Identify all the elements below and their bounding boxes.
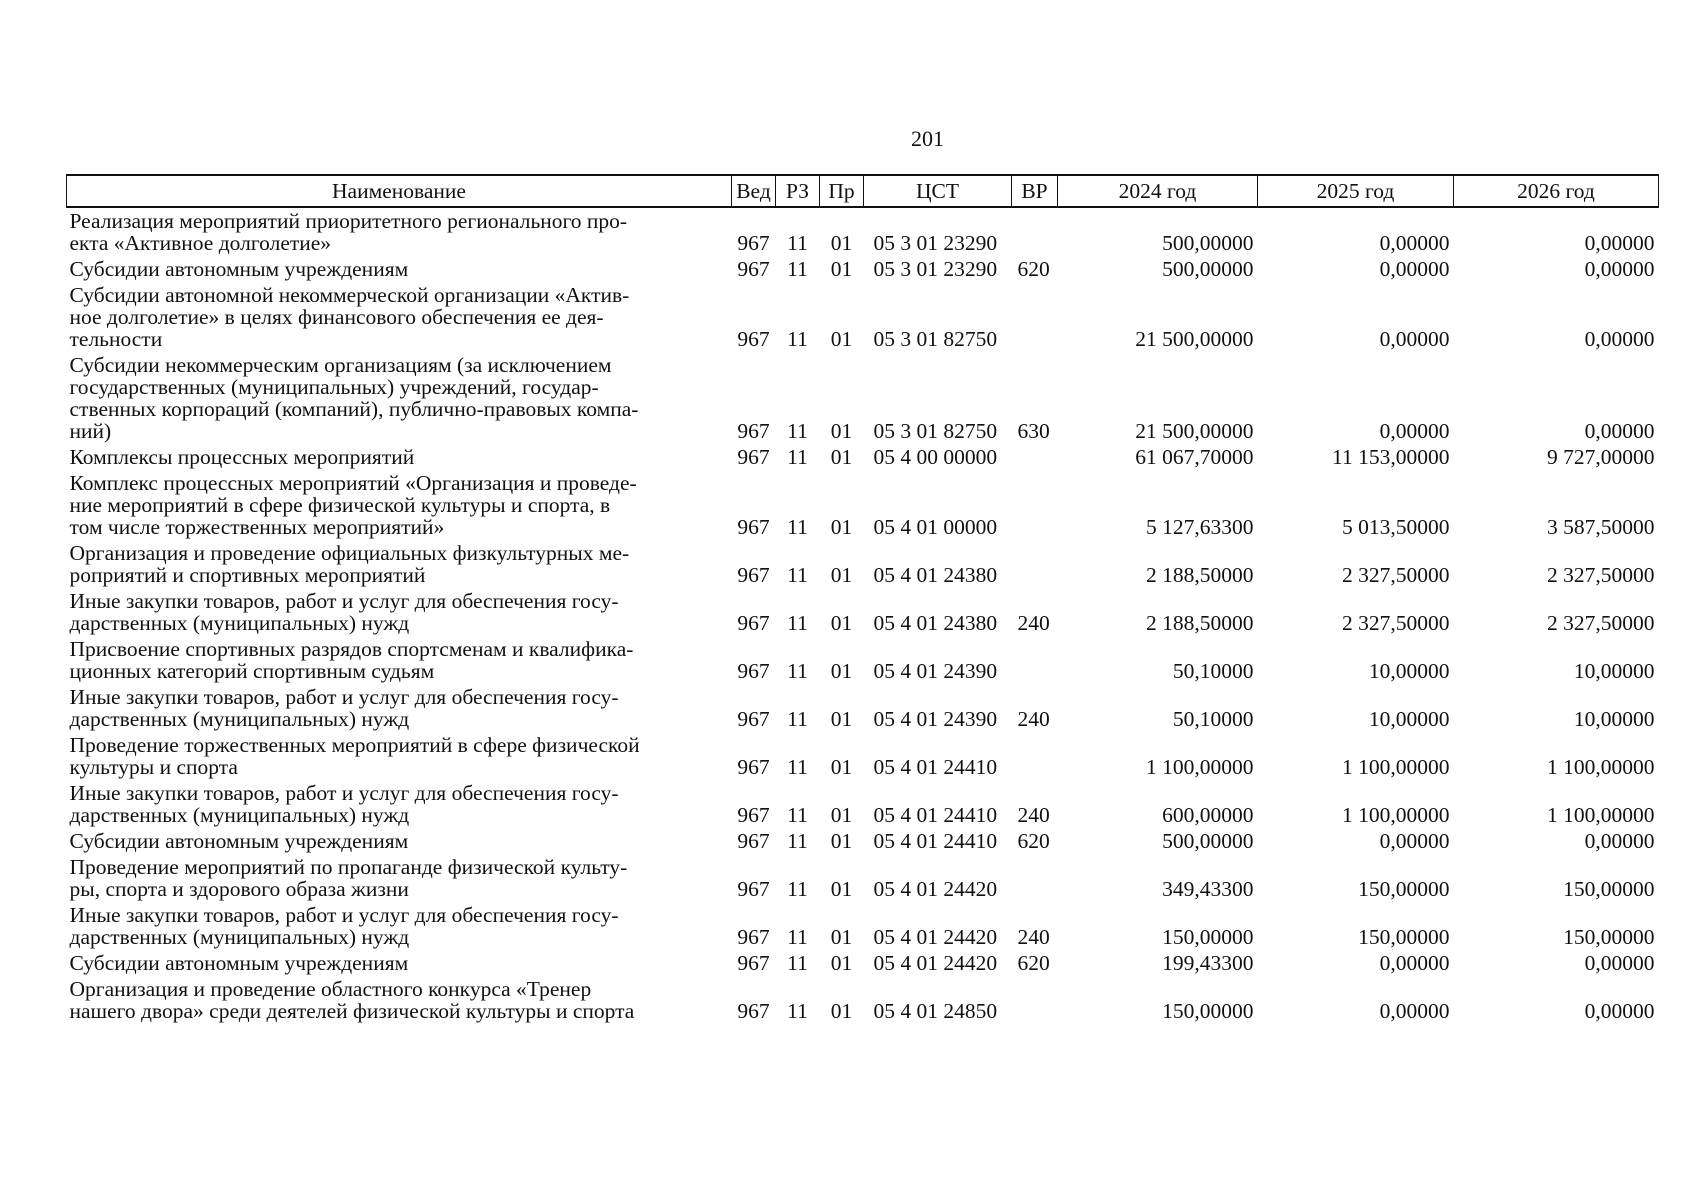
cell-2024: 150,00000 — [1162, 925, 1254, 949]
cell-2025: 0,00000 — [1379, 231, 1450, 255]
name-line: ционных категорий спортивным судьям — [69, 659, 435, 683]
cell-rz: 11 — [787, 999, 808, 1023]
cell-name — [67, 732, 732, 780]
cell-2024: 600,00000 — [1162, 803, 1254, 827]
table-row — [67, 828, 1659, 854]
table-row — [67, 352, 1659, 444]
cell-ved: 967 — [737, 925, 770, 949]
name-line: дарственных (муниципальных) нужд — [69, 925, 410, 949]
cell-ved: 967 — [737, 755, 770, 779]
cell-2025: 10,00000 — [1368, 707, 1450, 731]
cell-2026: 2 327,50000 — [1547, 611, 1655, 635]
cell-2024: 150,00000 — [1162, 999, 1254, 1023]
cell-2025: 0,00000 — [1379, 327, 1450, 351]
cell-rz: 11 — [787, 445, 808, 469]
cell-2026: 0,00000 — [1584, 951, 1655, 975]
cell-ved: 967 — [737, 951, 770, 975]
cell-2025: 1 100,00000 — [1342, 755, 1450, 779]
cell-2026: 2 327,50000 — [1547, 563, 1655, 587]
cell-2024: 21 500,00000 — [1135, 327, 1254, 351]
cell-2025: 0,00000 — [1379, 257, 1450, 281]
cell-vr — [1012, 976, 1058, 1024]
cell-pr: 01 — [830, 829, 853, 853]
cell-cst: 05 4 01 24420 — [873, 877, 998, 901]
cell-2026: 0,00000 — [1584, 257, 1655, 281]
cell-rz: 11 — [787, 327, 808, 351]
cell-2024: 21 500,00000 — [1135, 419, 1254, 443]
cell-pr: 01 — [830, 563, 853, 587]
cell-vr: 620 — [1017, 951, 1050, 975]
name-line: Комплексы процессных мероприятий — [69, 445, 415, 469]
cell-name — [67, 352, 732, 444]
cell-2025: 2 327,50000 — [1342, 611, 1450, 635]
name-line: Субсидии автономным учреждениям — [69, 829, 409, 853]
table-row — [67, 444, 1659, 470]
name-line: Организация и проведение областного конкурса «Тренер — [69, 977, 592, 1001]
cell-2024: 500,00000 — [1162, 829, 1254, 853]
cell-ved: 967 — [737, 563, 770, 587]
cell-rz: 11 — [787, 803, 808, 827]
cell-name — [67, 780, 732, 828]
cell-name — [67, 470, 732, 540]
cell-cst: 05 4 01 00000 — [873, 515, 998, 539]
cell-2025: 0,00000 — [1379, 999, 1450, 1023]
cell-cst: 05 3 01 23290 — [873, 257, 998, 281]
column-header-2025: 2025 год — [1258, 175, 1454, 207]
cell-2025: 10,00000 — [1368, 659, 1450, 683]
name-line: ний) — [69, 419, 112, 443]
cell-name — [67, 588, 732, 636]
cell-rz: 11 — [787, 257, 808, 281]
name-line: Субсидии автономным учреждениям — [69, 257, 409, 281]
cell-name — [67, 828, 732, 854]
cell-ved: 967 — [737, 231, 770, 255]
name-line: дарственных (муниципальных) нужд — [69, 611, 410, 635]
cell-rz: 11 — [787, 563, 808, 587]
table-row — [67, 207, 1659, 256]
cell-2024: 61 067,70000 — [1135, 445, 1254, 469]
cell-2025: 0,00000 — [1379, 951, 1450, 975]
table-row — [67, 854, 1659, 902]
cell-2025: 150,00000 — [1358, 877, 1450, 901]
cell-2024: 5 127,63300 — [1146, 515, 1254, 539]
cell-2026: 10,00000 — [1573, 707, 1655, 731]
page-number: 201 — [911, 126, 944, 151]
table-row — [67, 950, 1659, 976]
cell-name — [67, 540, 732, 588]
cell-rz: 11 — [787, 611, 808, 635]
cell-pr: 01 — [830, 515, 853, 539]
column-header-name: Наименование — [67, 175, 732, 207]
cell-cst: 05 4 00 00000 — [873, 445, 998, 469]
cell-ved: 967 — [737, 257, 770, 281]
table-row — [67, 282, 1659, 352]
name-line: Субсидии автономной некоммерческой организации «Актив- — [69, 283, 630, 307]
name-line: Проведение торжественных мероприятий в сфере физической — [69, 733, 640, 757]
cell-pr: 01 — [830, 999, 853, 1023]
cell-2025: 150,00000 — [1358, 925, 1450, 949]
cell-2025: 1 100,00000 — [1342, 803, 1450, 827]
table-body — [67, 207, 1659, 1024]
cell-2026: 0,00000 — [1584, 829, 1655, 853]
cell-cst: 05 4 01 24410 — [873, 829, 998, 853]
column-header-vr: ВР — [1012, 175, 1058, 207]
cell-pr: 01 — [830, 445, 853, 469]
cell-ved: 967 — [737, 999, 770, 1023]
name-line: ное долголетие» в целях финансового обеспечения ее дея- — [69, 305, 604, 329]
cell-rz: 11 — [787, 829, 808, 853]
cell-2026: 0,00000 — [1584, 327, 1655, 351]
table-row — [67, 732, 1659, 780]
cell-vr — [1012, 636, 1058, 684]
name-line: Иные закупки товаров, работ и услуг для обеспечения госу- — [69, 685, 619, 709]
cell-pr: 01 — [830, 659, 853, 683]
cell-name — [67, 256, 732, 282]
cell-name — [67, 444, 732, 470]
name-line: Иные закупки товаров, работ и услуг для обеспечения госу- — [69, 903, 619, 927]
cell-vr — [1012, 732, 1058, 780]
name-line: Реализация мероприятий приоритетного регионального про- — [69, 209, 628, 233]
cell-ved: 967 — [737, 611, 770, 635]
cell-name — [67, 636, 732, 684]
cell-vr — [1012, 470, 1058, 540]
table-row — [67, 636, 1659, 684]
cell-vr — [1012, 282, 1058, 352]
cell-2024: 2 188,50000 — [1146, 611, 1254, 635]
cell-rz: 11 — [787, 877, 808, 901]
name-line: Организация и проведение официальных физкультурных ме- — [69, 541, 630, 565]
cell-cst: 05 4 01 24420 — [873, 925, 998, 949]
cell-2026: 150,00000 — [1563, 877, 1655, 901]
cell-vr: 240 — [1017, 611, 1050, 635]
cell-2024: 1 100,00000 — [1146, 755, 1254, 779]
cell-ved: 967 — [737, 707, 770, 731]
cell-pr: 01 — [830, 951, 853, 975]
table-row — [67, 256, 1659, 282]
cell-2026: 0,00000 — [1584, 231, 1655, 255]
name-line: Комплекс процессных мероприятий «Организация и проведе- — [69, 471, 637, 495]
cell-ved: 967 — [737, 877, 770, 901]
cell-pr: 01 — [830, 925, 853, 949]
table-row — [67, 588, 1659, 636]
name-line: культуры и спорта — [69, 755, 238, 779]
cell-name — [67, 282, 732, 352]
name-line: ры, спорта и здорового образа жизни — [69, 877, 409, 901]
cell-cst: 05 4 01 24390 — [873, 659, 998, 683]
name-line: Присвоение спортивных разрядов спортсменам и квалифика- — [69, 637, 634, 661]
cell-ved: 967 — [737, 829, 770, 853]
cell-2026: 9 727,00000 — [1547, 445, 1655, 469]
table-row — [67, 470, 1659, 540]
cell-cst: 05 4 01 24380 — [873, 563, 998, 587]
cell-rz: 11 — [787, 925, 808, 949]
name-line: государственных (муниципальных) учреждений, государ- — [69, 375, 599, 399]
name-line: роприятий и спортивных мероприятий — [69, 563, 426, 587]
table-row — [67, 684, 1659, 732]
column-header-ved: Вед — [732, 175, 776, 207]
cell-2024: 199,43300 — [1162, 951, 1254, 975]
cell-cst: 05 4 01 24410 — [873, 755, 998, 779]
column-header-cst: ЦСТ — [864, 175, 1012, 207]
column-header-2026: 2026 год — [1454, 175, 1659, 207]
name-line: ние мероприятий в сфере физической культуры и спорта, в — [69, 493, 611, 517]
table-row — [67, 780, 1659, 828]
cell-2025: 11 153,00000 — [1332, 445, 1450, 469]
cell-2024: 349,43300 — [1162, 877, 1254, 901]
cell-2024: 500,00000 — [1162, 257, 1254, 281]
cell-rz: 11 — [787, 515, 808, 539]
cell-name — [67, 207, 732, 256]
table-row — [67, 902, 1659, 950]
name-line: Иные закупки товаров, работ и услуг для обеспечения госу- — [69, 781, 619, 805]
cell-2026: 0,00000 — [1584, 999, 1655, 1023]
cell-2024: 2 188,50000 — [1146, 563, 1254, 587]
cell-ved: 967 — [737, 515, 770, 539]
cell-pr: 01 — [830, 803, 853, 827]
name-line: екта «Активное долголетие» — [69, 231, 332, 255]
name-line: Иные закупки товаров, работ и услуг для обеспечения госу- — [69, 589, 619, 613]
name-line: дарственных (муниципальных) нужд — [69, 803, 410, 827]
cell-2026: 150,00000 — [1563, 925, 1655, 949]
cell-pr: 01 — [830, 419, 853, 443]
cell-2026: 10,00000 — [1573, 659, 1655, 683]
cell-name — [67, 854, 732, 902]
cell-cst: 05 4 01 24420 — [873, 951, 998, 975]
cell-pr: 01 — [830, 611, 853, 635]
cell-pr: 01 — [830, 231, 853, 255]
cell-cst: 05 4 01 24390 — [873, 707, 998, 731]
cell-2025: 0,00000 — [1379, 419, 1450, 443]
table-row — [67, 540, 1659, 588]
table-row — [67, 976, 1659, 1024]
cell-ved: 967 — [737, 327, 770, 351]
cell-cst: 05 4 01 24380 — [873, 611, 998, 635]
cell-ved: 967 — [737, 803, 770, 827]
cell-2026: 1 100,00000 — [1547, 755, 1655, 779]
cell-2026: 3 587,50000 — [1547, 515, 1655, 539]
cell-vr: 630 — [1017, 419, 1050, 443]
cell-vr — [1012, 444, 1058, 470]
name-line: Субсидии автономным учреждениям — [69, 951, 409, 975]
cell-2024: 50,10000 — [1172, 659, 1254, 683]
cell-pr: 01 — [830, 877, 853, 901]
cell-vr: 240 — [1017, 707, 1050, 731]
cell-rz: 11 — [787, 419, 808, 443]
cell-rz: 11 — [787, 707, 808, 731]
cell-2024: 50,10000 — [1172, 707, 1254, 731]
cell-vr: 620 — [1017, 257, 1050, 281]
cell-2025: 0,00000 — [1379, 829, 1450, 853]
budget-table — [66, 174, 1659, 1024]
column-header-pr: Пр — [820, 175, 864, 207]
cell-cst: 05 3 01 82750 — [873, 419, 998, 443]
column-header-rz: РЗ — [776, 175, 820, 207]
name-line: Проведение мероприятий по пропаганде физической культу- — [69, 855, 628, 879]
cell-rz: 11 — [787, 659, 808, 683]
cell-vr: 240 — [1017, 803, 1050, 827]
cell-pr: 01 — [830, 707, 853, 731]
cell-name — [67, 950, 732, 976]
cell-ved: 967 — [737, 445, 770, 469]
cell-2026: 0,00000 — [1584, 419, 1655, 443]
name-line: нашего двора» среди деятелей физической культуры и спорта — [69, 999, 635, 1023]
cell-cst: 05 4 01 24410 — [873, 803, 998, 827]
name-line: Субсидии некоммерческим организациям (за исключением — [69, 353, 612, 377]
cell-cst: 05 3 01 82750 — [873, 327, 998, 351]
cell-cst: 05 3 01 23290 — [873, 231, 998, 255]
cell-ved: 967 — [737, 419, 770, 443]
cell-vr: 620 — [1017, 829, 1050, 853]
name-line: том числе торжественных мероприятий» — [69, 515, 445, 539]
cell-pr: 01 — [830, 257, 853, 281]
cell-vr — [1012, 207, 1058, 256]
cell-2024: 500,00000 — [1162, 231, 1254, 255]
column-header-2024: 2024 год — [1058, 175, 1258, 207]
cell-vr: 240 — [1017, 925, 1050, 949]
cell-name — [67, 902, 732, 950]
name-line: тельности — [69, 327, 163, 351]
cell-cst: 05 4 01 24850 — [873, 999, 998, 1023]
cell-vr — [1012, 854, 1058, 902]
cell-rz: 11 — [787, 755, 808, 779]
cell-name — [67, 684, 732, 732]
cell-2026: 1 100,00000 — [1547, 803, 1655, 827]
cell-rz: 11 — [787, 951, 808, 975]
cell-name — [67, 976, 732, 1024]
cell-pr: 01 — [830, 327, 853, 351]
cell-rz: 11 — [787, 231, 808, 255]
name-line: ственных корпораций (компаний), публично-правовых компа- — [69, 397, 639, 421]
cell-ved: 967 — [737, 659, 770, 683]
cell-2025: 2 327,50000 — [1342, 563, 1450, 587]
cell-vr — [1012, 540, 1058, 588]
table-header-row — [67, 175, 1659, 207]
cell-pr: 01 — [830, 755, 853, 779]
cell-2025: 5 013,50000 — [1342, 515, 1450, 539]
name-line: дарственных (муниципальных) нужд — [69, 707, 410, 731]
